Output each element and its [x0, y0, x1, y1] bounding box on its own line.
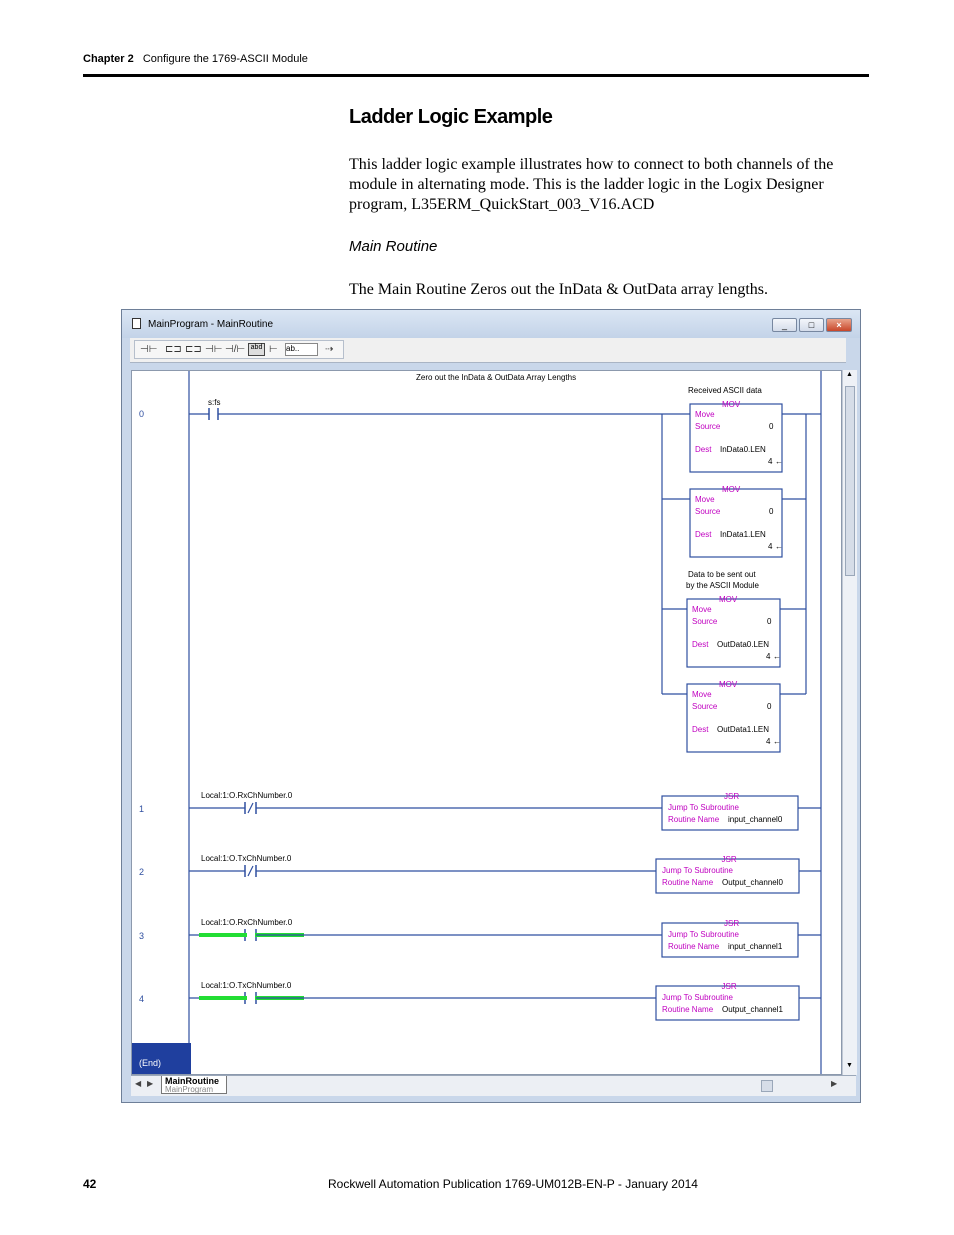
mov-block [662, 485, 806, 557]
xic-icon[interactable]: ⊣⊢ [205, 344, 223, 355]
energized-highlight [199, 996, 247, 1000]
rung-number: 3 [139, 931, 145, 941]
mov-name: MOV [719, 595, 738, 604]
mov-source-label: Source [695, 507, 721, 516]
window-titlebar[interactable] [122, 310, 860, 338]
mov-name: MOV [719, 680, 738, 689]
jsr-op: Jump To Subroutine [662, 993, 734, 1002]
tab-prev-icon[interactable]: ◀ [135, 1079, 142, 1088]
minimize-button[interactable]: _ [772, 318, 797, 332]
jsr-op: Jump To Subroutine [668, 803, 740, 812]
jsr-name: JSR [724, 919, 740, 928]
mov-dest-label: Dest [695, 445, 712, 454]
intro-line: module in alternating mode. This is the ladder logic in the Logix Designer [349, 176, 824, 193]
section-title: Ladder Logic Example [349, 106, 553, 128]
contact-tag: Local:1:O.TxChNumber.0 [201, 854, 292, 863]
ladder-toolbar [130, 338, 846, 363]
arrow-icon: ← [775, 457, 783, 466]
chapter-label: Chapter 2 [83, 53, 134, 65]
jsr-rung [189, 791, 821, 830]
group1-comment: Received ASCII data [688, 386, 762, 395]
arrow-icon: ← [775, 542, 783, 551]
jsr-op: Jump To Subroutine [668, 930, 740, 939]
mov-dest-value: 4 [768, 542, 773, 551]
branch-icon[interactable]: ⊏⊐ [165, 344, 182, 355]
instruction-button[interactable]: abd [248, 343, 265, 356]
rung-number: 1 [139, 804, 145, 814]
close-button[interactable]: × [826, 318, 852, 332]
jsr-box [662, 923, 798, 957]
running-header [83, 53, 308, 65]
contact-tag: Local:1:O.RxChNumber.0 [201, 918, 293, 927]
jsr-box [656, 859, 799, 893]
jsr-box [662, 796, 798, 830]
rung0-comment: Zero out the InData & OutData Array Lengths [416, 373, 577, 382]
mov-op: Move [692, 605, 712, 614]
chapter-title: Configure the 1769-ASCII Module [142, 53, 308, 65]
jsr-op: Jump To Subroutine [662, 866, 734, 875]
jsr-name: JSR [724, 792, 740, 801]
intro-line: This ladder logic example illustrates how to connect to both channels of the [349, 156, 834, 173]
arrow-icon: ← [773, 652, 781, 661]
jsr-routine-label: Routine Name [662, 878, 714, 887]
mov-source-value: 0 [769, 507, 774, 516]
rung0-contact-tag: s:fs [208, 398, 221, 407]
mov-dest-label: Dest [695, 530, 712, 539]
goto-icon[interactable]: ⇢ [325, 344, 334, 355]
jsr-routine-name: Output_channel1 [722, 1005, 783, 1014]
rung-number-column [132, 371, 189, 1075]
mov-dest-label: Dest [692, 725, 709, 734]
instruction-select[interactable]: ab.. [285, 343, 318, 356]
maximize-button[interactable]: □ [799, 318, 824, 332]
jsr-name: JSR [721, 982, 737, 991]
mov-source-label: Source [692, 702, 718, 711]
branch-level-icon[interactable]: ⊏⊐ [185, 344, 202, 355]
mov-block [690, 400, 806, 472]
mov-dest-value: 4 [766, 652, 771, 661]
scroll-down-icon[interactable]: ▼ [846, 1062, 853, 1069]
mov-name: MOV [722, 485, 741, 494]
horizontal-scroll-thumb[interactable] [761, 1080, 773, 1092]
jsr-routine-label: Routine Name [668, 815, 720, 824]
group2-comment: Data to be sent out [688, 570, 756, 579]
mov-dest-tag: OutData0.LEN [717, 640, 770, 649]
ote-icon[interactable]: ⊢ [269, 344, 278, 355]
ladder-diagram [132, 371, 842, 1075]
jsr-routine-name: input_channel1 [728, 942, 783, 951]
description: The Main Routine Zeros out the InData & OutData array lengths. [349, 281, 768, 298]
routine-tab-bar [131, 1075, 856, 1096]
jsr-rung [189, 918, 821, 957]
end-label: (End) [139, 1058, 162, 1068]
jsr-rungs [189, 791, 821, 1020]
mov-dest-label: Dest [692, 640, 709, 649]
mov-dest-tag: InData1.LEN [720, 530, 766, 539]
xio-icon[interactable]: ⊣/⊢ [225, 344, 246, 355]
ladder-editor[interactable] [131, 370, 842, 1075]
publication-info: Rockwell Automation Publication 1769-UM012B-EN-P - January 2014 [328, 1177, 698, 1191]
mov-source-value: 0 [769, 422, 774, 431]
routine-window [121, 309, 861, 1103]
mov-dest-tag: OutData1.LEN [717, 725, 770, 734]
jsr-rung [189, 854, 821, 893]
mov-source-value: 0 [767, 702, 772, 711]
mov-op: Move [695, 410, 715, 419]
page-number: 42 [83, 1177, 97, 1191]
header-rule [83, 74, 869, 77]
jsr-rung [189, 981, 821, 1020]
mov-dest-value: 4 [766, 737, 771, 746]
mov-dest-value: 4 [768, 457, 773, 466]
group2-comment: by the ASCII Module [686, 581, 759, 590]
routine-app-icon [132, 318, 141, 329]
scroll-up-icon[interactable]: ▲ [846, 371, 853, 378]
intro-paragraph [349, 155, 849, 215]
jsr-routine-label: Routine Name [662, 1005, 714, 1014]
xio-slash [248, 803, 253, 813]
toolbar-group [134, 340, 344, 359]
tab-sublabel: MainProgram [165, 1085, 214, 1094]
tab-label: MainRoutine [165, 1076, 219, 1086]
rung-icon[interactable]: ⊣⊢ [140, 344, 158, 355]
mov-source-label: Source [692, 617, 718, 626]
jsr-routine-name: Output_channel0 [722, 878, 783, 887]
xio-slash [248, 866, 253, 876]
jsr-box [656, 986, 799, 1020]
scroll-right-icon[interactable]: ▶ [831, 1079, 838, 1088]
mov-op: Move [692, 690, 712, 699]
window-title: MainProgram - MainRoutine [148, 319, 274, 330]
mov-dest-tag: InData0.LEN [720, 445, 766, 454]
jsr-name: JSR [721, 855, 737, 864]
energized-highlight [199, 933, 247, 937]
subheading: Main Routine [349, 238, 438, 255]
mov-name: MOV [722, 400, 741, 409]
contact-tag: Local:1:O.RxChNumber.0 [201, 791, 293, 800]
jsr-routine-label: Routine Name [668, 942, 720, 951]
vertical-scrollbar[interactable] [842, 370, 857, 1075]
tab-mainroutine[interactable] [161, 1076, 227, 1094]
rung-number: 0 [139, 409, 145, 419]
intro-line: program, L35ERM_QuickStart_003_V16.ACD [349, 196, 655, 213]
arrow-icon: ← [773, 737, 781, 746]
mov-source-value: 0 [767, 617, 772, 626]
mov-source-label: Source [695, 422, 721, 431]
mov-block [662, 680, 806, 752]
contact-tag: Local:1:O.TxChNumber.0 [201, 981, 292, 990]
mov-op: Move [695, 495, 715, 504]
jsr-routine-name: input_channel0 [728, 815, 783, 824]
tab-next-icon[interactable]: ▶ [147, 1079, 154, 1088]
rung-number: 2 [139, 867, 145, 877]
rung-number: 4 [139, 994, 145, 1004]
vertical-scroll-thumb[interactable] [845, 386, 855, 576]
mov-block [662, 595, 806, 667]
